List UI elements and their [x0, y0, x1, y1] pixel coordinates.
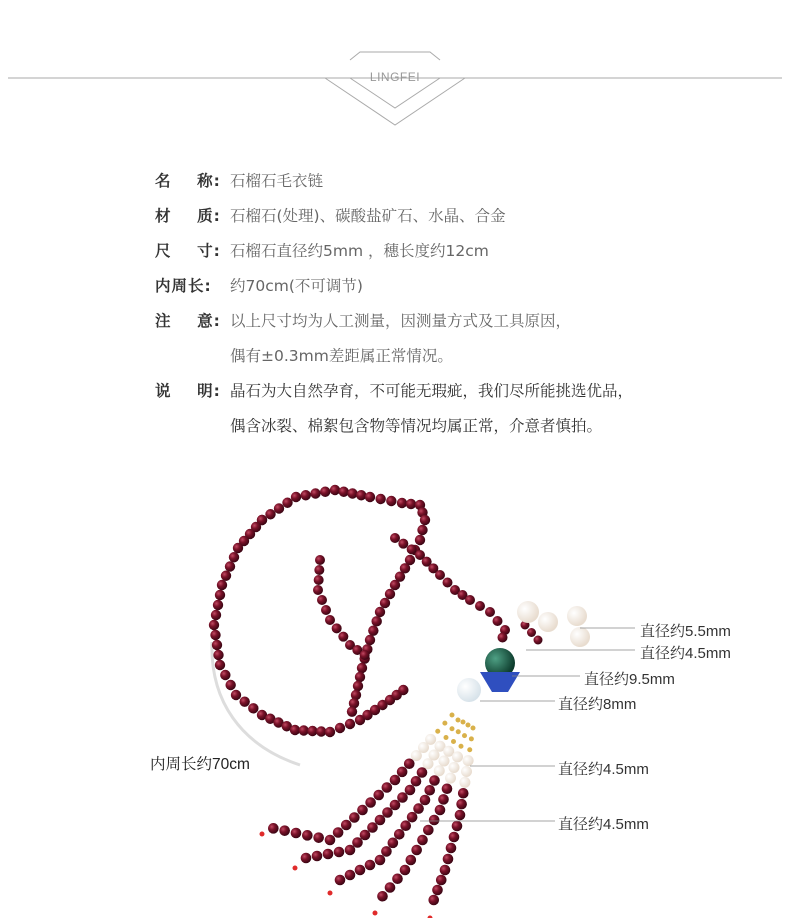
pearl-bead	[570, 627, 590, 647]
garnet-bead	[225, 680, 235, 690]
garnet-bead	[332, 623, 342, 633]
gold-spacer	[456, 729, 461, 734]
garnet-bead	[392, 873, 403, 884]
garnet-bead	[456, 799, 467, 810]
pearl-bead	[434, 765, 445, 776]
garnet-bead	[452, 821, 463, 832]
garnet-bead	[534, 636, 543, 645]
red-knot	[260, 832, 265, 837]
garnet-bead	[323, 849, 334, 860]
garnet-bead	[357, 663, 367, 673]
gold-spacer	[444, 735, 449, 740]
garnet-bead	[458, 788, 469, 799]
gold-spacer	[435, 729, 440, 734]
spec-size	[155, 238, 755, 273]
garnet-bead	[291, 828, 302, 839]
garnet-bead	[446, 843, 457, 854]
garnet-bead	[268, 823, 279, 834]
garnet-bead	[420, 515, 430, 525]
garnet-bead	[432, 885, 443, 896]
garnet-bead	[397, 767, 408, 778]
red-knot	[373, 911, 378, 916]
pearl-bead	[463, 755, 474, 766]
garnet-bead	[335, 723, 345, 733]
garnet-bead	[428, 895, 439, 906]
garnet-bead	[365, 635, 375, 645]
garnet-bead	[377, 891, 388, 902]
garnet-bead	[274, 503, 284, 513]
pearl-bead	[445, 773, 456, 784]
garnet-bead	[310, 488, 320, 498]
garnet-bead	[314, 575, 324, 585]
garnet-bead	[527, 628, 536, 637]
garnet-bead	[375, 607, 385, 617]
red-knot	[328, 891, 333, 896]
gold-spacer	[461, 720, 466, 725]
brand-logo: LINGFEI	[369, 70, 421, 84]
garnet-bead	[375, 815, 386, 826]
garnet-bead	[334, 847, 345, 858]
garnet-bead	[347, 488, 357, 498]
spec-label: 注 意:	[155, 312, 221, 330]
garnet-bead	[413, 803, 424, 814]
garnet-bead	[349, 812, 360, 823]
garnet-bead	[365, 860, 376, 871]
annotation-tassel-pearl-size: 直径约4.5mm	[558, 761, 649, 778]
garnet-bead	[400, 820, 411, 831]
garnet-bead	[442, 783, 453, 794]
garnet-bead	[217, 580, 227, 590]
garnet-bead	[382, 782, 393, 793]
garnet-bead	[341, 820, 352, 831]
garnet-bead	[345, 719, 355, 729]
garnet-bead	[465, 595, 475, 605]
garnet-bead	[400, 865, 411, 876]
garnet-bead	[302, 830, 313, 841]
gold-spacer	[459, 744, 464, 749]
spec-notice	[155, 308, 755, 343]
annotation-crystal-size: 直径约8mm	[558, 696, 637, 713]
pearl-bead	[449, 762, 460, 773]
garnet-bead	[315, 555, 325, 565]
garnet-bead	[423, 825, 434, 836]
garnet-bead	[382, 807, 393, 818]
garnet-bead	[375, 855, 386, 866]
garnet-bead	[317, 595, 327, 605]
garnet-bead	[435, 570, 445, 580]
garnet-bead	[282, 498, 292, 508]
garnet-bead	[355, 672, 365, 682]
garnet-bead	[314, 565, 324, 575]
garnet-bead	[390, 775, 401, 786]
garnet-bead	[233, 543, 243, 553]
garnet-bead	[485, 607, 495, 617]
garnet-bead	[325, 727, 335, 737]
spec-label: 说 明:	[155, 382, 221, 400]
garnet-bead	[325, 835, 336, 846]
garnet-bead	[398, 539, 408, 549]
annotation-pearl-size: 直径约5.5mm	[640, 623, 731, 640]
garnet-bead	[411, 776, 422, 787]
garnet-bead	[440, 865, 451, 876]
garnet-bead	[397, 498, 407, 508]
garnet-bead	[312, 851, 323, 862]
pearl-bead	[423, 758, 434, 769]
annotation-malachite-size: 直径约9.5mm	[584, 671, 675, 688]
garnet-bead	[325, 615, 335, 625]
garnet-bead	[397, 792, 408, 803]
garnet-bead	[420, 795, 431, 806]
pearl-bead	[538, 612, 558, 632]
garnet-bead	[220, 670, 230, 680]
garnet-bead	[339, 487, 349, 497]
garnet-bead	[404, 758, 415, 769]
gold-spacer	[456, 718, 461, 723]
garnet-bead	[438, 794, 449, 805]
garnet-bead	[338, 632, 348, 642]
spec-list	[155, 168, 755, 448]
annotation-tassel-garnet-size: 直径约4.5mm	[558, 816, 649, 833]
garnet-bead	[356, 490, 366, 500]
garnet-bead	[449, 832, 460, 843]
garnet-bead	[390, 580, 400, 590]
garnet-bead	[215, 590, 225, 600]
garnet-bead	[347, 706, 357, 716]
garnet-bead	[313, 832, 324, 843]
gold-spacer	[466, 723, 471, 728]
garnet-bead	[407, 812, 418, 823]
garnet-bead	[355, 865, 366, 876]
garnet-bead	[353, 681, 363, 691]
gold-spacer	[450, 726, 455, 731]
garnet-bead	[321, 605, 331, 615]
garnet-bead	[435, 805, 446, 816]
garnet-bead	[367, 822, 378, 833]
garnet-bead	[417, 835, 428, 846]
garnet-bead	[429, 775, 440, 786]
spec-material	[155, 203, 755, 238]
garnet-bead	[386, 496, 396, 506]
garnet-bead	[360, 830, 371, 841]
garnet-bead	[301, 490, 311, 500]
garnet-bead	[301, 853, 312, 864]
garnet-bead	[352, 837, 363, 848]
garnet-bead	[265, 509, 275, 519]
garnet-bead	[493, 616, 503, 626]
garnet-bead	[213, 650, 223, 660]
spec-value: 晶石为大自然孕育，不可能无瑕疵，我们尽所能挑选优品，	[230, 382, 634, 400]
garnet-bead	[375, 494, 385, 504]
garnet-bead	[394, 829, 405, 840]
garnet-bead	[333, 827, 344, 838]
garnet-bead	[365, 797, 376, 808]
gold-spacer	[442, 721, 447, 726]
spec-description-continued: 偶含冰裂、棉絮包含物等情况均属正常，介意者慎拍。	[230, 417, 603, 435]
spec-value: 石榴石毛衣链	[230, 172, 324, 190]
garnet-bead	[475, 601, 485, 611]
pearl-bead	[461, 766, 472, 777]
garnet-bead	[390, 533, 400, 543]
garnet-bead	[239, 696, 249, 706]
garnet-bead	[371, 616, 381, 626]
garnet-bead	[407, 544, 417, 554]
garnet-bead	[415, 535, 425, 545]
crystal-bead	[457, 678, 481, 702]
garnet-bead	[313, 585, 323, 595]
pearl-bead	[567, 606, 587, 626]
garnet-bead	[365, 492, 375, 502]
garnet-bead	[388, 838, 399, 849]
garnet-bead	[210, 630, 220, 640]
pearl-bead	[452, 751, 463, 762]
gold-spacer	[462, 733, 467, 738]
spec-inner-circumference	[155, 273, 755, 308]
spec-label: 内周长:	[155, 277, 212, 295]
spec-value: 约70cm(不可调节)	[230, 277, 363, 295]
spec-label: 名 称:	[155, 172, 221, 190]
garnet-bead	[229, 552, 239, 562]
enamel-cap	[480, 672, 520, 692]
annotation-spacer-size: 直径约4.5mm	[640, 645, 731, 662]
spec-value: 以上尺寸均为人工测量，因测量方式及工具原因，	[230, 312, 572, 330]
garnet-bead	[345, 870, 356, 881]
spec-value: 石榴石(处理)、碳酸盐矿石、水晶、合金	[230, 207, 506, 225]
garnet-bead	[398, 685, 408, 695]
garnet-bead	[211, 610, 221, 620]
garnet-bead	[411, 845, 422, 856]
spec-notice-continued: 偶有±0.3mm差距属正常情况。	[230, 347, 453, 365]
garnet-bead	[213, 600, 223, 610]
spec-value: 石榴石直径约5mm ，穗长度约12cm	[230, 242, 489, 260]
pearl-bead	[411, 750, 422, 761]
gold-spacer	[467, 747, 472, 752]
garnet-bead	[248, 703, 258, 713]
spec-label: 材 质:	[155, 207, 221, 225]
garnet-bead	[385, 589, 395, 599]
garnet-bead	[291, 492, 301, 502]
garnet-bead	[405, 785, 416, 796]
garnet-bead	[385, 882, 396, 893]
garnet-bead	[368, 625, 378, 635]
garnet-bead	[221, 571, 231, 581]
pearl-bead	[517, 601, 539, 623]
garnet-bead	[429, 815, 440, 826]
garnet-bead	[360, 650, 370, 660]
garnet-bead	[406, 855, 417, 866]
inner-circumference-label: 内周长约70cm	[150, 756, 250, 773]
gold-spacer	[469, 736, 474, 741]
garnet-bead	[212, 640, 222, 650]
garnet-bead	[390, 800, 401, 811]
garnet-bead	[330, 485, 340, 495]
garnet-bead	[498, 633, 508, 643]
garnet-bead	[380, 598, 390, 608]
garnet-bead	[443, 854, 454, 865]
pearl-bead	[459, 777, 470, 788]
garnet-bead	[373, 790, 384, 801]
garnet-bead	[357, 805, 368, 816]
gold-spacer	[451, 739, 456, 744]
spec-description	[155, 378, 755, 413]
pearl-bead	[439, 756, 450, 767]
garnet-bead	[279, 825, 290, 836]
garnet-bead	[320, 487, 330, 497]
garnet-bead	[424, 785, 435, 796]
garnet-bead	[345, 845, 356, 856]
spec-name	[155, 168, 755, 203]
garnet-bead	[381, 846, 392, 857]
garnet-bead	[215, 660, 225, 670]
garnet-bead	[231, 690, 241, 700]
garnet-bead	[225, 561, 235, 571]
garnet-bead	[417, 525, 427, 535]
gold-spacer	[450, 713, 455, 718]
garnet-bead	[455, 810, 466, 821]
spec-label: 尺 寸:	[155, 242, 221, 260]
garnet-bead	[417, 767, 428, 778]
gold-spacer	[471, 726, 476, 731]
garnet-bead	[209, 620, 219, 630]
red-knot	[293, 866, 298, 871]
garnet-bead	[443, 578, 453, 588]
garnet-bead	[335, 875, 346, 886]
garnet-bead	[436, 875, 447, 886]
garnet-bead	[406, 499, 416, 509]
